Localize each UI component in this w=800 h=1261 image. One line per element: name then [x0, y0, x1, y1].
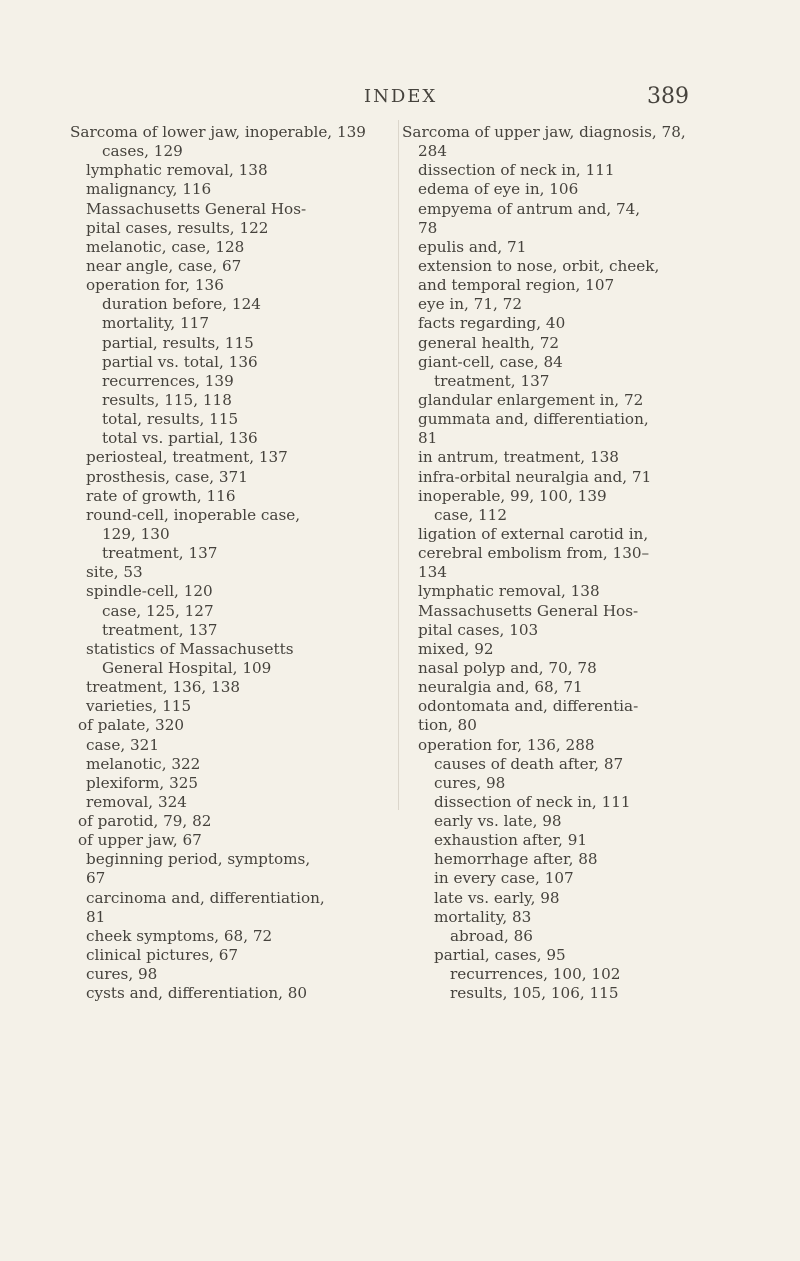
index-entry: plexiform, 325	[86, 773, 199, 792]
index-entry: general health, 72	[418, 333, 560, 352]
index-entry: cases, 129	[102, 142, 183, 161]
index-entry: eye in, 71, 72	[418, 295, 522, 314]
index-entry: mortality, 83	[434, 907, 532, 926]
index-entry: 81	[86, 907, 106, 926]
index-entry: site, 53	[86, 563, 143, 582]
index-entry: epulis and, 71	[418, 237, 527, 256]
index-entry: and temporal region, 107	[418, 276, 615, 295]
index-entry: cheek symptoms, 68, 72	[86, 926, 273, 945]
index-entry: of palate, 320	[78, 716, 185, 735]
index-entry: operation for, 136, 288	[418, 735, 595, 754]
index-entry: Sarcoma of upper jaw, diagnosis, 78,	[402, 123, 686, 141]
index-entry: Massachusetts General Hos-	[418, 601, 639, 620]
index-entry: of upper jaw, 67	[78, 831, 202, 850]
index-entry: empyema of antrum and, 74,	[418, 199, 641, 218]
index-entry: prosthesis, case, 371	[86, 467, 248, 486]
index-entry: extension to nose, orbit, cheek,	[418, 256, 660, 275]
index-entry: case, 125, 127	[102, 601, 214, 620]
index-entry: exhaustion after, 91	[434, 831, 588, 850]
index-entry: clinical pictures, 67	[86, 946, 239, 965]
running-head-title: INDEX	[364, 86, 438, 107]
index-entry: Massachusetts General Hos-	[86, 199, 307, 218]
index-entry: recurrences, 100, 102	[450, 965, 621, 984]
index-entry: total vs. partial, 136	[102, 429, 258, 448]
index-entry: melanotic, case, 128	[86, 237, 245, 256]
index-entry: Sarcoma of lower jaw, inoperable, 139	[70, 123, 366, 141]
index-entry: varieties, 115	[86, 697, 192, 716]
index-entry: recurrences, 139	[102, 371, 234, 390]
index-entry: pital cases, 103	[418, 620, 539, 639]
index-entry: removal, 324	[86, 792, 187, 811]
index-entry: partial, cases, 95	[434, 946, 566, 965]
index-entry: periosteal, treatment, 137	[86, 448, 288, 467]
index-entry: late vs. early, 98	[434, 888, 560, 907]
index-entry: in every case, 107	[434, 869, 574, 888]
index-column-left	[70, 123, 395, 1003]
page-header	[0, 86, 800, 116]
index-entry: round-cell, inoperable case,	[86, 505, 301, 524]
index-entry: early vs. late, 98	[434, 812, 562, 831]
index-column-right	[402, 123, 732, 1003]
index-entry: glandular enlargement in, 72	[418, 390, 644, 409]
index-entry: pital cases, results, 122	[86, 218, 269, 237]
index-entry: malignancy, 116	[86, 180, 212, 199]
index-entry: results, 115, 118	[102, 390, 232, 409]
index-entry: 67	[86, 869, 106, 888]
index-entry: causes of death after, 87	[434, 754, 624, 773]
index-entry: near angle, case, 67	[86, 256, 242, 275]
index-entry: total, results, 115	[102, 410, 239, 429]
index-entry: neuralgia and, 68, 71	[418, 678, 583, 697]
index-entry: beginning period, symptoms,	[86, 850, 311, 869]
index-entry: odontomata and, differentia-	[418, 697, 639, 716]
index-entry: facts regarding, 40	[418, 314, 566, 333]
index-entry: ligation of external carotid in,	[418, 524, 649, 543]
index-entry: carcinoma and, differentiation,	[86, 888, 325, 907]
index-entry: hemorrhage after, 88	[434, 850, 598, 869]
index-entry: spindle-cell, 120	[86, 582, 213, 601]
index-entry: statistics of Massachusetts	[86, 639, 294, 658]
index-entry: cures, 98	[434, 773, 506, 792]
index-entry: in antrum, treatment, 138	[418, 448, 619, 467]
index-entry: mortality, 117	[102, 314, 209, 333]
index-entry: 78	[418, 218, 438, 237]
column-divider	[398, 120, 399, 810]
index-entry: abroad, 86	[450, 926, 533, 945]
index-entry: General Hospital, 109	[102, 658, 272, 677]
index-entry: treatment, 137	[102, 620, 218, 639]
index-entry: treatment, 137	[434, 371, 550, 390]
index-entry: inoperable, 99, 100, 139	[418, 486, 607, 505]
index-entry: operation for, 136	[86, 276, 224, 295]
index-entry: of parotid, 79, 82	[78, 812, 212, 831]
index-entry: tion, 80	[418, 716, 477, 735]
index-entry: lymphatic removal, 138	[86, 161, 268, 180]
index-entry: melanotic, 322	[86, 754, 201, 773]
index-entry: giant-cell, case, 84	[418, 352, 563, 371]
index-entry: case, 321	[86, 735, 159, 754]
index-entry: 129, 130	[102, 524, 170, 543]
index-entry: gummata and, differentiation,	[418, 410, 649, 429]
index-entry: mixed, 92	[418, 639, 494, 658]
index-entry: cerebral embolism from, 130–	[418, 544, 650, 563]
index-entry: treatment, 137	[102, 544, 218, 563]
index-entry: cysts and, differentiation, 80	[86, 984, 308, 1003]
index-entry: partial vs. total, 136	[102, 352, 258, 371]
index-entry: rate of growth, 116	[86, 486, 236, 505]
index-entry: treatment, 136, 138	[86, 678, 241, 697]
index-entry: dissection of neck in, 111	[418, 161, 615, 180]
index-entry: 284	[418, 142, 447, 161]
index-entry: dissection of neck in, 111	[434, 792, 631, 811]
index-entry: partial, results, 115	[102, 333, 254, 352]
index-entry: edema of eye in, 106	[418, 180, 579, 199]
index-entry: lymphatic removal, 138	[418, 582, 600, 601]
index-entry: 81	[418, 429, 438, 448]
index-entry: case, 112	[434, 505, 507, 524]
index-entry: results, 105, 106, 115	[450, 984, 619, 1003]
index-entry: nasal polyp and, 70, 78	[418, 658, 597, 677]
page-number: 389	[647, 84, 689, 109]
index-entry: cures, 98	[86, 965, 158, 984]
index-entry: infra-orbital neuralgia and, 71	[418, 467, 652, 486]
index-entry: duration before, 124	[102, 295, 261, 314]
index-entry: 134	[418, 563, 447, 582]
